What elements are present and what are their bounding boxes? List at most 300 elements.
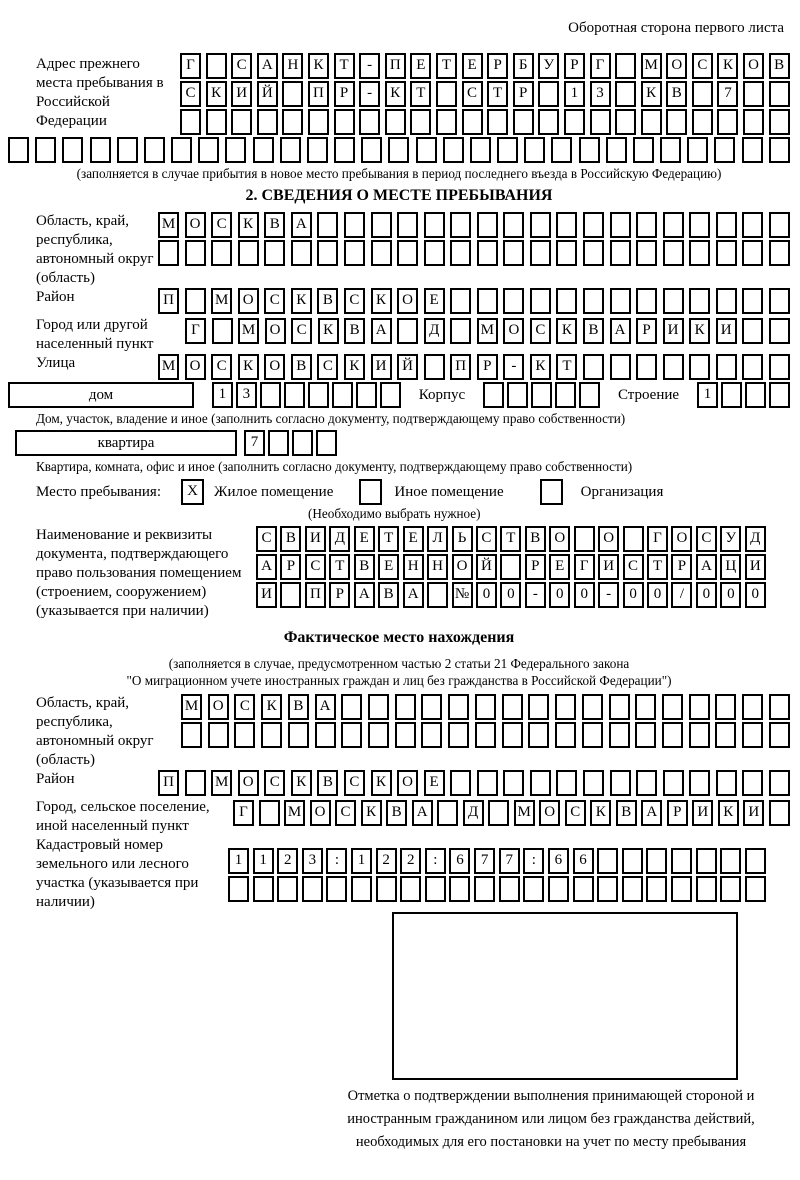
char-cell[interactable]: С [291,318,312,344]
char-cell[interactable] [689,694,710,720]
char-cell[interactable] [500,554,521,580]
char-cell[interactable]: К [361,800,382,826]
char-cell[interactable] [769,81,790,107]
char-cell[interactable] [769,382,790,408]
char-cell[interactable] [635,694,656,720]
char-cell[interactable] [171,137,192,163]
char-cell[interactable] [745,848,766,874]
char-cell[interactable]: О [208,694,229,720]
char-cell[interactable] [344,212,365,238]
char-cell[interactable]: Р [636,318,657,344]
char-cell[interactable]: О [238,288,259,314]
char-cell[interactable]: К [371,288,392,314]
char-cell[interactable] [742,240,763,266]
char-cell[interactable] [742,694,763,720]
char-cell[interactable] [424,212,445,238]
char-cell[interactable]: В [280,526,301,552]
char-cell[interactable] [769,318,790,344]
char-cell[interactable] [395,722,416,748]
char-cell[interactable]: Р [671,554,692,580]
char-cell[interactable] [716,354,737,380]
char-cell[interactable]: Д [463,800,484,826]
char-cell[interactable] [721,382,742,408]
char-cell[interactable] [583,288,604,314]
char-cell[interactable] [745,382,766,408]
char-cell[interactable]: П [450,354,471,380]
char-cell[interactable]: К [291,288,312,314]
char-cell[interactable] [583,240,604,266]
char-cell[interactable]: М [211,770,232,796]
char-cell[interactable]: К [308,53,329,79]
char-cell[interactable]: О [397,770,418,796]
char-cell[interactable] [696,848,717,874]
char-cell[interactable] [499,876,520,902]
char-cell[interactable] [769,722,790,748]
char-cell[interactable]: А [291,212,312,238]
char-cell[interactable]: Е [410,53,431,79]
char-cell[interactable] [477,240,498,266]
char-cell[interactable]: 2 [400,848,421,874]
char-cell[interactable] [646,848,667,874]
char-cell[interactable]: 3 [302,848,323,874]
char-cell[interactable] [714,137,735,163]
char-cell[interactable]: В [378,582,399,608]
char-cell[interactable]: В [264,212,285,238]
char-cell[interactable] [720,848,741,874]
char-cell[interactable]: 2 [376,848,397,874]
char-cell[interactable]: И [716,318,737,344]
char-cell[interactable]: В [354,554,375,580]
char-cell[interactable] [317,240,338,266]
char-cell[interactable]: 0 [500,582,521,608]
char-cell[interactable] [385,109,406,135]
char-cell[interactable]: А [610,318,631,344]
char-cell[interactable]: Т [647,554,668,580]
char-cell[interactable]: 0 [647,582,668,608]
char-cell[interactable]: И [256,582,277,608]
char-cell[interactable] [208,722,229,748]
char-cell[interactable]: М [238,318,259,344]
char-cell[interactable] [513,109,534,135]
char-cell[interactable] [717,109,738,135]
char-cell[interactable] [769,354,790,380]
char-cell[interactable] [692,109,713,135]
char-cell[interactable] [610,770,631,796]
char-cell[interactable]: А [412,800,433,826]
char-cell[interactable] [308,109,329,135]
char-cell[interactable]: О [265,318,286,344]
char-cell[interactable]: О [310,800,331,826]
char-cell[interactable]: 6 [573,848,594,874]
char-cell[interactable] [743,81,764,107]
char-cell[interactable] [597,848,618,874]
char-cell[interactable] [622,848,643,874]
char-cell[interactable] [410,109,431,135]
char-cell[interactable] [253,137,274,163]
char-cell[interactable]: Р [564,53,585,79]
char-cell[interactable] [636,770,657,796]
char-cell[interactable] [583,354,604,380]
char-cell[interactable] [530,240,551,266]
char-cell[interactable]: Р [280,554,301,580]
char-cell[interactable] [716,770,737,796]
char-cell[interactable]: Ц [720,554,741,580]
char-cell[interactable] [90,137,111,163]
char-cell[interactable]: И [692,800,713,826]
char-cell[interactable] [507,382,528,408]
char-cell[interactable] [769,109,790,135]
char-cell[interactable] [264,240,285,266]
char-cell[interactable] [376,876,397,902]
char-cell[interactable]: Р [487,53,508,79]
char-cell[interactable] [158,240,179,266]
char-cell[interactable] [502,722,523,748]
char-cell[interactable] [427,582,448,608]
char-cell[interactable] [424,240,445,266]
char-cell[interactable] [395,694,416,720]
char-cell[interactable] [371,240,392,266]
char-cell[interactable]: О [539,800,560,826]
char-cell[interactable] [450,770,471,796]
char-cell[interactable] [359,109,380,135]
char-cell[interactable] [326,876,347,902]
char-cell[interactable] [573,876,594,902]
char-cell[interactable] [334,109,355,135]
char-cell[interactable] [663,212,684,238]
char-cell[interactable] [716,240,737,266]
char-cell[interactable] [332,382,353,408]
char-cell[interactable] [268,430,289,456]
char-cell[interactable] [144,137,165,163]
char-cell[interactable] [538,109,559,135]
char-cell[interactable]: № [452,582,473,608]
char-cell[interactable]: О [185,212,206,238]
char-cell[interactable] [769,800,790,826]
char-cell[interactable]: М [477,318,498,344]
char-cell[interactable] [477,288,498,314]
char-cell[interactable]: В [317,770,338,796]
char-cell[interactable]: Г [647,526,668,552]
char-cell[interactable]: Ь [452,526,473,552]
char-cell[interactable] [180,109,201,135]
char-cell[interactable]: В [291,354,312,380]
char-cell[interactable] [538,81,559,107]
char-cell[interactable]: Т [500,526,521,552]
char-cell[interactable] [687,137,708,163]
char-cell[interactable] [316,430,337,456]
char-cell[interactable]: Е [354,526,375,552]
char-cell[interactable] [231,109,252,135]
char-cell[interactable] [663,240,684,266]
char-cell[interactable] [449,876,470,902]
char-cell[interactable]: 0 [623,582,644,608]
char-cell[interactable]: 6 [548,848,569,874]
char-cell[interactable] [531,382,552,408]
char-cell[interactable]: 7 [717,81,738,107]
char-cell[interactable] [260,382,281,408]
char-cell[interactable] [198,137,219,163]
char-cell[interactable] [660,137,681,163]
char-cell[interactable]: Й [397,354,418,380]
char-cell[interactable] [671,848,692,874]
char-cell[interactable]: Д [424,318,445,344]
char-cell[interactable]: А [257,53,278,79]
char-cell[interactable]: Д [329,526,350,552]
char-cell[interactable]: В [288,694,309,720]
char-cell[interactable]: : [523,848,544,874]
char-cell[interactable]: А [354,582,375,608]
char-cell[interactable] [212,318,233,344]
char-cell[interactable] [742,137,763,163]
char-cell[interactable]: С [696,526,717,552]
stay-option-other-checkbox[interactable] [359,479,382,505]
char-cell[interactable] [716,288,737,314]
char-cell[interactable]: М [211,288,232,314]
char-cell[interactable]: В [769,53,790,79]
char-cell[interactable]: Н [403,554,424,580]
char-cell[interactable] [583,212,604,238]
char-cell[interactable]: 6 [449,848,470,874]
char-cell[interactable]: / [671,582,692,608]
char-cell[interactable] [280,137,301,163]
char-cell[interactable] [610,288,631,314]
char-cell[interactable] [291,240,312,266]
char-cell[interactable]: И [745,554,766,580]
char-cell[interactable] [225,137,246,163]
char-cell[interactable]: О [598,526,619,552]
char-cell[interactable] [583,770,604,796]
char-cell[interactable] [769,240,790,266]
char-cell[interactable]: С [211,354,232,380]
char-cell[interactable] [368,694,389,720]
char-cell[interactable]: С [623,554,644,580]
char-cell[interactable]: 1 [697,382,718,408]
char-cell[interactable] [416,137,437,163]
char-cell[interactable]: О [238,770,259,796]
char-cell[interactable] [421,722,442,748]
char-cell[interactable] [450,288,471,314]
char-cell[interactable]: Е [424,288,445,314]
char-cell[interactable] [400,876,421,902]
char-cell[interactable]: Р [329,582,350,608]
char-cell[interactable] [689,722,710,748]
char-cell[interactable] [503,240,524,266]
char-cell[interactable] [488,800,509,826]
char-cell[interactable] [606,137,627,163]
stay-option-organization-checkbox[interactable] [540,479,563,505]
char-cell[interactable] [696,876,717,902]
char-cell[interactable]: К [556,318,577,344]
char-cell[interactable]: С [317,354,338,380]
char-cell[interactable]: К [718,800,739,826]
char-cell[interactable] [742,318,763,344]
char-cell[interactable] [475,722,496,748]
char-cell[interactable] [551,137,572,163]
char-cell[interactable]: 0 [720,582,741,608]
char-cell[interactable] [579,382,600,408]
char-cell[interactable]: 1 [228,848,249,874]
char-cell[interactable] [641,109,662,135]
char-cell[interactable] [769,288,790,314]
char-cell[interactable] [181,722,202,748]
char-cell[interactable]: Г [590,53,611,79]
char-cell[interactable]: В [386,800,407,826]
char-cell[interactable] [689,354,710,380]
char-cell[interactable]: П [305,582,326,608]
char-cell[interactable] [503,288,524,314]
char-cell[interactable]: Л [427,526,448,552]
char-cell[interactable]: - [598,582,619,608]
char-cell[interactable]: С [530,318,551,344]
char-cell[interactable]: С [264,770,285,796]
char-cell[interactable]: : [326,848,347,874]
char-cell[interactable]: К [717,53,738,79]
char-cell[interactable] [351,876,372,902]
char-cell[interactable]: С [305,554,326,580]
char-cell[interactable] [528,694,549,720]
char-cell[interactable]: А [696,554,717,580]
char-cell[interactable] [462,109,483,135]
char-cell[interactable]: М [284,800,305,826]
char-cell[interactable] [117,137,138,163]
char-cell[interactable] [609,722,630,748]
char-cell[interactable] [497,137,518,163]
char-cell[interactable]: П [158,770,179,796]
char-cell[interactable]: О [503,318,524,344]
char-cell[interactable]: С [231,53,252,79]
char-cell[interactable]: О [549,526,570,552]
char-cell[interactable] [487,109,508,135]
char-cell[interactable] [615,53,636,79]
char-cell[interactable] [556,240,577,266]
char-cell[interactable] [292,430,313,456]
char-cell[interactable] [623,526,644,552]
char-cell[interactable] [288,722,309,748]
char-cell[interactable] [185,288,206,314]
char-cell[interactable]: М [641,53,662,79]
char-cell[interactable] [769,212,790,238]
char-cell[interactable]: И [231,81,252,107]
char-cell[interactable] [715,722,736,748]
char-cell[interactable] [597,876,618,902]
char-cell[interactable] [261,722,282,748]
char-cell[interactable] [715,694,736,720]
char-cell[interactable] [483,382,504,408]
char-cell[interactable]: И [371,354,392,380]
char-cell[interactable] [633,137,654,163]
char-cell[interactable]: 7 [499,848,520,874]
char-cell[interactable] [579,137,600,163]
char-cell[interactable] [8,137,29,163]
char-cell[interactable] [361,137,382,163]
char-cell[interactable]: 1 [351,848,372,874]
char-cell[interactable] [609,694,630,720]
char-cell[interactable]: С [692,53,713,79]
char-cell[interactable] [635,722,656,748]
char-cell[interactable] [636,354,657,380]
char-cell[interactable] [742,212,763,238]
char-cell[interactable] [259,800,280,826]
char-cell[interactable]: К [206,81,227,107]
char-cell[interactable] [448,694,469,720]
char-cell[interactable] [206,53,227,79]
char-cell[interactable]: Т [410,81,431,107]
char-cell[interactable] [590,109,611,135]
char-cell[interactable]: 3 [590,81,611,107]
char-cell[interactable] [397,240,418,266]
char-cell[interactable]: К [318,318,339,344]
char-cell[interactable] [716,212,737,238]
char-cell[interactable] [424,354,445,380]
char-cell[interactable] [334,137,355,163]
char-cell[interactable] [450,240,471,266]
char-cell[interactable] [397,212,418,238]
char-cell[interactable]: К [641,81,662,107]
char-cell[interactable] [474,876,495,902]
char-cell[interactable] [564,109,585,135]
char-cell[interactable]: С [264,288,285,314]
char-cell[interactable] [388,137,409,163]
char-cell[interactable] [663,288,684,314]
char-cell[interactable]: В [317,288,338,314]
char-cell[interactable] [450,318,471,344]
char-cell[interactable] [185,240,206,266]
char-cell[interactable] [371,212,392,238]
char-cell[interactable]: Г [574,554,595,580]
char-cell[interactable] [448,722,469,748]
char-cell[interactable]: Е [424,770,445,796]
char-cell[interactable]: Й [476,554,497,580]
char-cell[interactable] [742,354,763,380]
char-cell[interactable] [477,770,498,796]
char-cell[interactable] [185,770,206,796]
char-cell[interactable] [425,876,446,902]
char-cell[interactable]: С [476,526,497,552]
char-cell[interactable] [582,722,603,748]
char-cell[interactable] [470,137,491,163]
char-cell[interactable]: Р [525,554,546,580]
char-cell[interactable] [380,382,401,408]
char-cell[interactable]: - [359,81,380,107]
char-cell[interactable] [502,694,523,720]
char-cell[interactable] [742,722,763,748]
char-cell[interactable] [397,318,418,344]
char-cell[interactable] [368,722,389,748]
char-cell[interactable]: Г [180,53,201,79]
char-cell[interactable]: С [234,694,255,720]
char-cell[interactable]: В [344,318,365,344]
char-cell[interactable]: Д [745,526,766,552]
char-cell[interactable] [341,694,362,720]
char-cell[interactable]: Е [462,53,483,79]
char-cell[interactable]: Т [556,354,577,380]
char-cell[interactable]: М [514,800,535,826]
char-cell[interactable] [35,137,56,163]
char-cell[interactable]: К [530,354,551,380]
char-cell[interactable] [475,694,496,720]
char-cell[interactable]: 0 [745,582,766,608]
char-cell[interactable]: М [181,694,202,720]
char-cell[interactable]: В [616,800,637,826]
char-cell[interactable] [284,382,305,408]
char-cell[interactable]: 1 [564,81,585,107]
char-cell[interactable] [769,137,790,163]
char-cell[interactable] [206,109,227,135]
char-cell[interactable] [436,109,457,135]
char-cell[interactable] [315,722,336,748]
char-cell[interactable] [662,722,683,748]
char-cell[interactable] [253,876,274,902]
